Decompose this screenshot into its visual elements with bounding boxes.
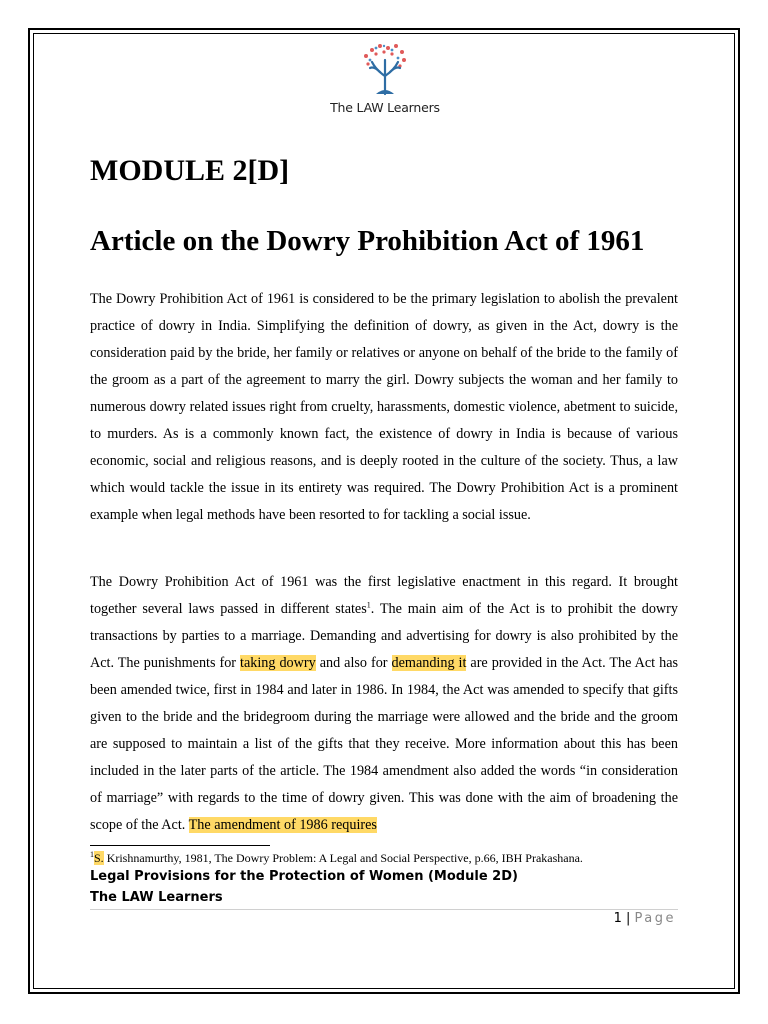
tree-hands-icon [358,42,412,98]
paragraph-2-text: are provided in the Act. The Act has been amended twice, first in 1984 and later in 1986. In 1984, the Act was amended to specify that gifts given to the bride and the bridegroom during the marriage were allowed and the bride and the groom are supposed to maintain a list of the gifts that they receive. More information about this has been included in the later parts of the article. The 1984 amendment also added the words “in consideration of marriage” with regards to the time of dowry given. This was done with the aim of broadening the scope of the Act. [90,655,679,833]
logo-text: The LAW Learners [330,100,440,115]
highlight-demanding-it: demanding it [391,655,467,671]
logo [330,42,440,120]
page-word: Page [634,911,676,926]
footnote-author-highlight: S. [94,851,104,865]
footer-divider [90,909,678,910]
paragraph-2-text: The Dowry Prohibition Act of 1961 was the first legislative enactment in this regard. It brought together several laws passed in different states [90,574,678,617]
highlight-taking-dowry: taking dowry [240,655,316,671]
footer-module-title: Legal Provisions for the Protection of Women (Module 2D) [90,869,518,884]
paragraph-2 [90,569,678,839]
page-number-separator: | [621,911,635,926]
footer-brand: The LAW Learners [90,890,223,905]
paragraph-2-text: . The main aim of the Act is to prohibit the dowry transactions by parties to a marriage. Demanding and advertising for dowry is also prohibited by the Act. The punishments for [90,601,678,671]
footnote-separator [90,845,270,846]
module-title: MODULE 2[D] [90,154,290,187]
page-number [614,911,676,926]
footnote-reference[interactable]: 1 [366,600,371,610]
article-title: Article on the Dowry Prohibition Act of 1961 [90,225,645,257]
paragraph-2-text: and also for [315,655,392,671]
footnote-text: Krishnamurthy, 1981, The Dowry Problem: A Legal and Social Perspective, p.66, IBH Prakashana. [103,851,583,865]
paragraph-1: The Dowry Prohibition Act of 1961 is considered to be the primary legislation to abolish the prevalent practice of dowry in India. Simplifying the definition of dowry, as given in the Act, dowry is the consideration paid by the bride, her family or relatives or anyone on behalf of the bride to the family of the groom as a part of the agreement to marry the girl. Dowry subjects the woman and her family to numerous dowry related issues right from cruelty, harassments, domestic violence, abetment to suicide, to murders. As is a commonly known fact, the existence of dowry in India is because of various economic, social and religious reasons, and is deeply rooted in the culture of the society. Thus, a law which would tackle the issue in its entirety was required. The Dowry Prohibition Act is a prominent example when legal methods have been resorted to for tackling a social issue. [90,291,678,523]
page-number-value: 1 [613,911,622,926]
footnote-number: 1 [90,850,94,859]
footnote [90,851,583,866]
highlight-amendment-1986: The amendment of 1986 requires [188,817,377,833]
